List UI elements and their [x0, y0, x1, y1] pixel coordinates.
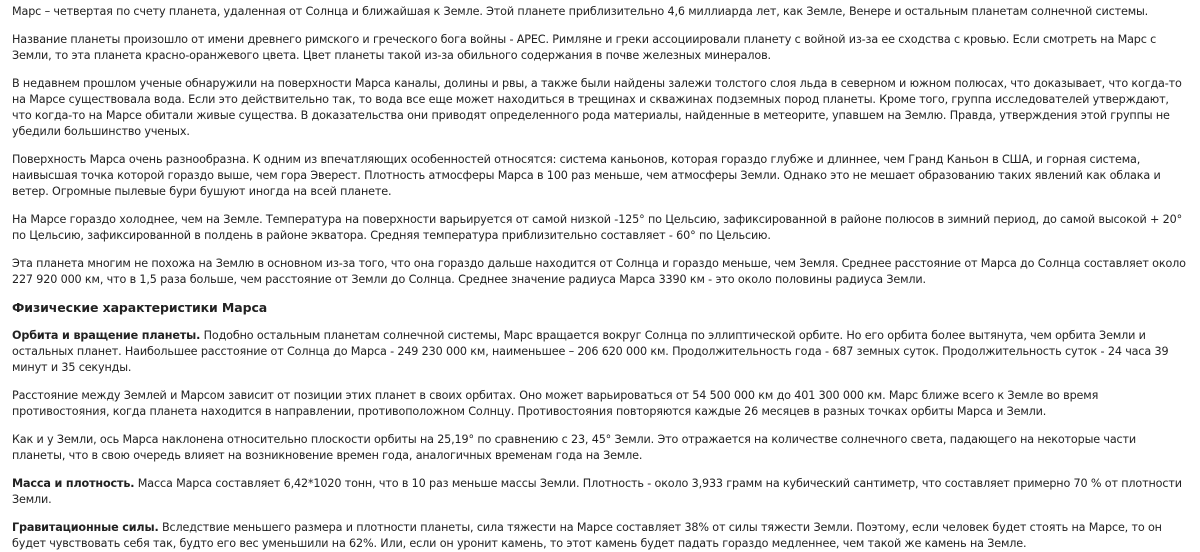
mass-text: Масса Марса составляет 6,42*1020 тонн, что в 10 раз меньше массы Земли. Плотность - около 3,933 грамм на кубический сантиметр, что составляет примерно 70 % от плотности Земли. [12, 477, 1182, 506]
paragraph-intro-5: На Марсе гораздо холоднее, чем на Земле. Температура на поверхности варьируется от самой низкой -125° по Цельсию, зафиксированной в районе полюсов в зимний период, до самой высокой + 20° по Цельсию, зафиксированной в полдень в районе экватора. Средняя температура приблизительно составляет - 60° по Цельсию. [12, 213, 1183, 242]
paragraph-distance: Расстояние между Землей и Марсом зависит от позиции этих планет в своих орбитах. Оно может варьироваться от 54 500 000 км до 401 300 000 км. Марс ближе всего к Земле во время противостояния, когда планета находится в направлении, противоположном Солнцу. Противостояния повторяются каждые 26 месяцев в разных точках орбиты Марса и Земли. [12, 389, 1099, 418]
gravity-label: Гравитационные силы. [12, 521, 159, 534]
paragraph-intro-2: Название планеты произошло от имени древнего римского и греческого бога войны - АРЕС. Римляне и греки ассоциировали планету с войной из-за ее сходства с кровью. Если смотреть на Марс с Земли, то эта планета красно-оранжевого цвета. Цвет планеты такой из-за обильного содержания в почве железных минералов. [12, 33, 1157, 62]
section-heading: Физические характеристики Марса [12, 300, 268, 315]
paragraph-intro-3: В недавнем прошлом ученые обнаружили на поверхности Марса каналы, долины и рвы, а также были найдены залежи толстого слоя льда в северном и южном полюсах, что доказывает, что когда-то на Марсе существовала вода. Если это действительно так, то вода все еще может находиться в трещинах и скважинах подземных пород планеты. Кроме того, группа исследователей утверждают, что когда-то на Марсе обитали живые существа. В доказательства они приводят определенного рода материалы, найденные в метеорите, упавшем на Землю. Правда, утверждения этой группы не убедили большинство ученых. [12, 77, 1182, 138]
paragraph-intro-1: Марс – четвертая по счету планета, удаленная от Солнца и ближайшая к Земле. Этой планете приблизительно 4,6 миллиарда лет, как Земле, Венере и остальным планетам солнечной системы. [12, 5, 1149, 18]
paragraph-mass [12, 476, 1188, 508]
mass-label: Масса и плотность. [12, 477, 135, 490]
orbit-label: Орбита и вращение планеты. [12, 329, 201, 342]
paragraph-intro-4: Поверхность Марса очень разнообразна. К одним из впечатляющих особенностей относятся: система каньонов, которая гораздо глубже и длиннее, чем Гранд Каньон в США, и горная система, наивысшая точка которой гораздо выше, чем гора Эверест. Плотность атмосферы Марса в 100 раз меньше, чем атмосферы Земли. Однако это не мешает образованию таких явлений как облака и ветер. Огромные пылевые бури бушуют иногда на всей планете. [12, 153, 1161, 198]
paragraph-orbit [12, 328, 1188, 376]
paragraph-intro-6: Эта планета многим не похожа на Землю в основном из-за того, что она гораздо дальше находится от Солнца и гораздо меньше, чем Земля. Среднее расстояние от Марса до Солнца составляет около 227 920 000 км, что в 1,5 раза больше, чем расстояние от Земли до Солнца. Среднее значение радиуса Марса 3390 км - это около половины радиуса Земли. [12, 257, 1186, 286]
orbit-text: Подобно остальным планетам солнечной системы, Марс вращается вокруг Солнца по эллиптической орбите. Но его орбита более вытянута, чем орбита Земли и остальных планет. Наибольшее расстояние от Солнца до Марса - 249 230 000 км, наименьшее – 206 620 000 км. Продолжительность года - 687 земных суток. Продолжительность суток - 24 часа 39 минут и 35 секунды. [12, 329, 1169, 374]
paragraph-tilt: Как и у Земли, ось Марса наклонена относительно плоскости орбиты на 25,19° по сравнению с 23, 45° Земли. Это отражается на количестве солнечного света, падающего на некоторые части планеты, что в свою очередь влияет на возникновение времен года, аналогичных временам года на Земле. [12, 433, 1137, 462]
paragraph-gravity [12, 520, 1188, 552]
gravity-text: Вследствие меньшего размера и плотности планеты, сила тяжести на Марсе составляет 38% от силы тяжести Земли. Поэтому, если человек будет стоять на Марсе, то он будет чувствовать себя так, будто его вес уменьшили на 62%. Или, если он уронит камень, то этот камень будет падать гораздо медленнее, чем такой же камень на Земле. [12, 521, 1162, 550]
